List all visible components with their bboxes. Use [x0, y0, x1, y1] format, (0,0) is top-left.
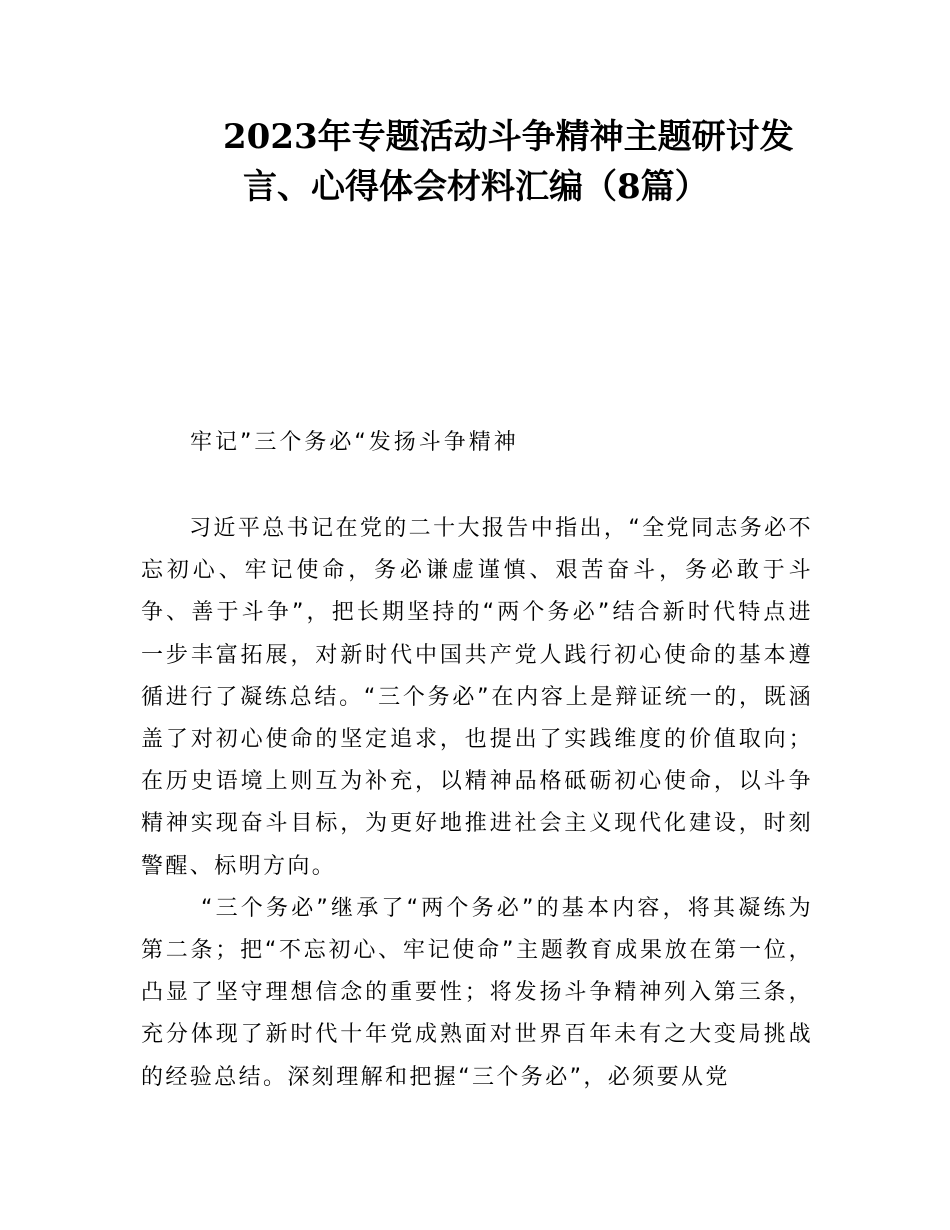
section-heading: 牢记”三个务必“发扬斗争精神 — [190, 430, 519, 455]
body-paragraph-1: 习近平总书记在党的二十大报告中指出，“全党同志务必不忘初心、牢记使命，务必谦虚谨慎、艰苦奋斗，务必敢于斗争、善于斗争”，把长期坚持的“两个务必”结合新时代特点进一步丰富拓展，对新时代中国共产党人践行初心使命的基本遵循进行了凝练总结。“三个务必”在内容上是辩证统一的，既涵盖了对初心使命的坚定追求，也提出了实践维度的价值取向；在历史语境上则互为补充，以精神品格砥砺初心使命，以斗争精神实现奋斗目标，为更好地推进社会主义现代化建设，时刻警醒、标明方向。 — [141, 516, 813, 879]
body-paragraph-2: “三个务必”继承了“两个务必”的基本内容，将其凝练为第二条；把“不忘初心、牢记使命”主题教育成果放在第一位，凸显了坚守理想信念的重要性；将发扬斗争精神列入第三条，充分体现了新时代十年党成熟面对世界百年未有之大变局挑战的经验总结。深刻理解和把握“三个务必”，必须要从党 — [141, 895, 813, 1090]
document-body — [141, 508, 813, 1099]
title-line-1: 2023年专题活动斗争精神主题研讨发 — [223, 117, 794, 157]
document-title — [200, 112, 800, 212]
title-line-2: 言、心得体会材料汇编（8篇） — [243, 167, 709, 207]
